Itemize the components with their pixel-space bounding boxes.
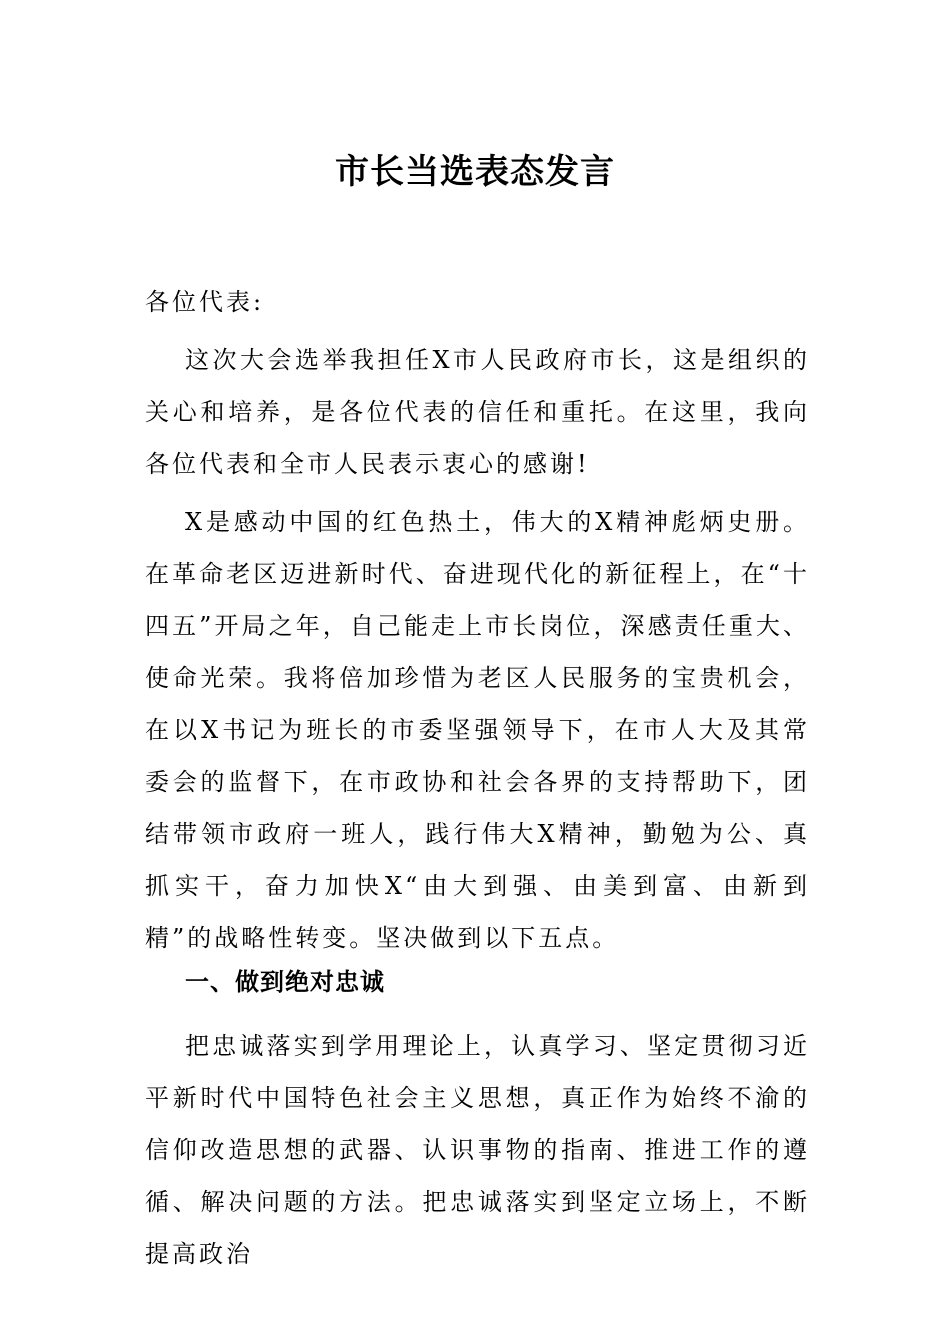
section-1-heading: 一、做到绝对忠诚 — [185, 968, 385, 996]
section-1-paragraph: 把忠诚落实到学用理论上，认真学习、坚定贯彻习近平新时代中国特色社会主义思想，真正作为始终不渝的信仰改造思想的武器、认识事物的指南、推进工作的遵循、解决问题的方法。把忠诚落实到坚定立场上，不断提高政治 — [145, 1032, 810, 1268]
greeting: 各位代表: — [145, 288, 265, 316]
paragraph-1: 这次大会选举我担任X市人民政府市长，这是组织的关心和培养，是各位代表的信任和重托。在这里，我向各位代表和全市人民表示衷心的感谢! — [145, 346, 810, 478]
paragraph-2: X是感动中国的红色热土，伟大的X精神彪炳史册。在革命老区迈进新时代、奋进现代化的新征程上，在“十四五”开局之年，自己能走上市长岗位，深感责任重大、使命光荣。我将倍加珍惜为老区人民服务的宝贵机会，在以X书记为班长的市委坚强领导下，在市人大及其常委会的监督下，在市政协和社会各界的支持帮助下，团结带领市政府一班人，践行伟大X精神，勤勉为公、真抓实干，奋力加快X“由大到强、由美到富、由新到精”的战略性转变。坚决做到以下五点。 — [145, 508, 810, 952]
document-title: 市长当选表态发言 — [335, 152, 615, 192]
